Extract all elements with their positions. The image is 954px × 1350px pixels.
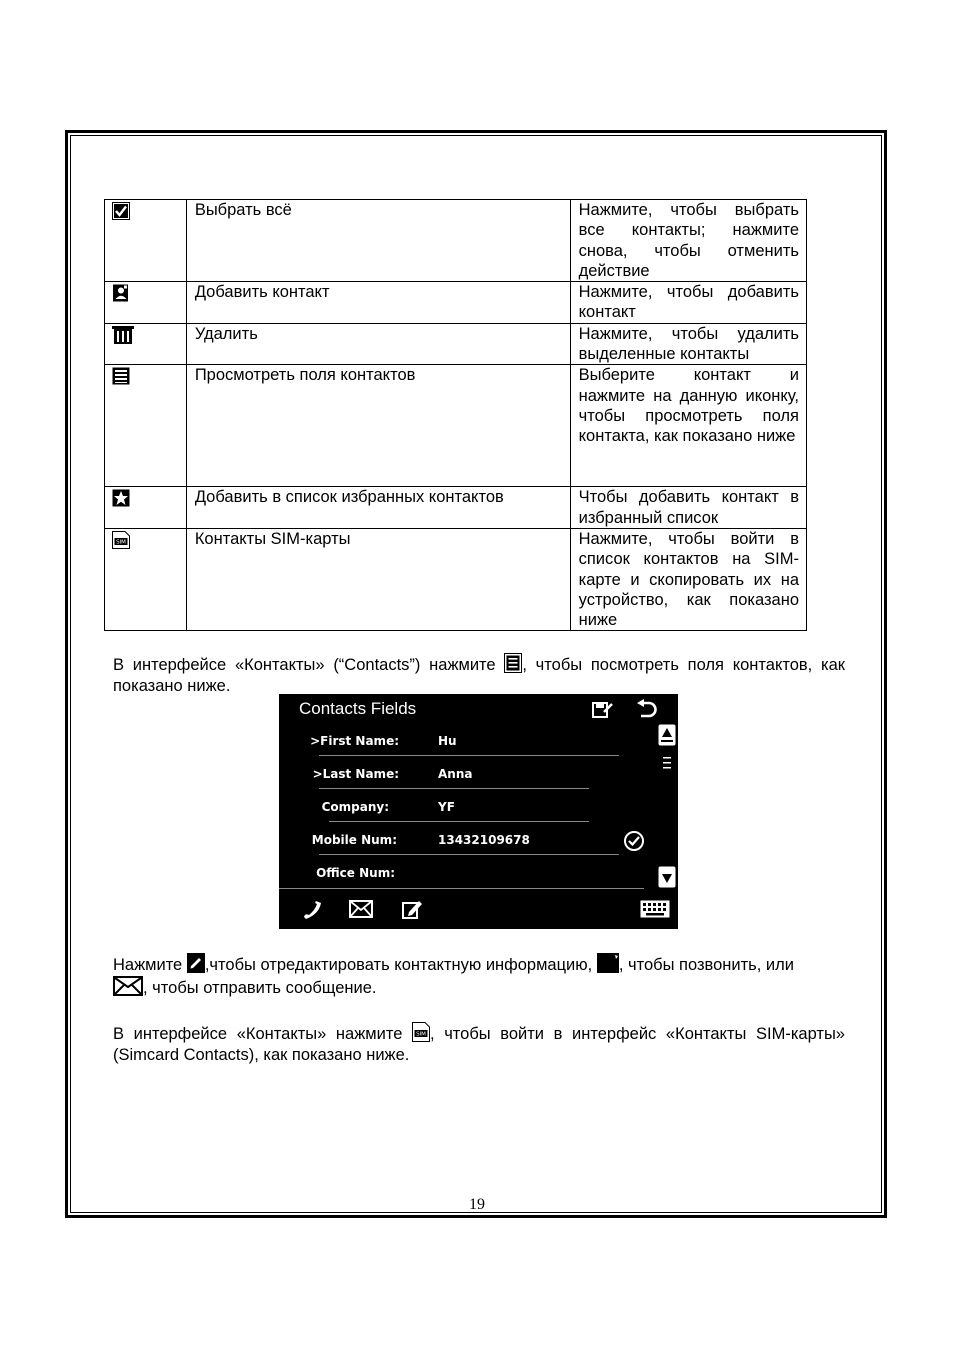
field-value[interactable]: 13432109678 — [438, 833, 530, 847]
feature-name: Просмотреть поля контактов — [186, 365, 570, 487]
table-row — [105, 323, 807, 365]
field-divider — [279, 888, 644, 889]
feature-desc: Нажмите, чтобы удалить выделенные контакты — [570, 323, 806, 365]
field-divider — [319, 854, 619, 855]
feature-desc: Нажмите, чтобы войти в список контактов на SIM-карте и скопировать их на устройство, как показано ниже — [570, 528, 806, 630]
scroll-up-icon[interactable] — [658, 724, 676, 746]
phone-icon — [597, 953, 619, 973]
field-label: >Last Name: — [312, 767, 399, 781]
contacts-fields-screenshot — [279, 694, 678, 929]
mail-icon[interactable] — [349, 900, 373, 918]
icon-cell — [105, 487, 187, 529]
icon-cell — [105, 365, 187, 487]
icon-cell — [105, 200, 187, 282]
scroll-grip-icon[interactable] — [663, 756, 671, 770]
mail-icon — [113, 976, 143, 996]
edit-icon[interactable] — [402, 898, 424, 920]
table-row — [105, 528, 807, 630]
icon-cell — [105, 323, 187, 365]
table-row — [105, 200, 807, 282]
field-divider — [319, 755, 619, 756]
add-contact-icon — [112, 284, 130, 302]
feature-name: Добавить в список избранных контактов — [186, 487, 570, 529]
scroll-down-icon[interactable] — [658, 866, 676, 888]
field-value[interactable]: YF — [438, 800, 455, 814]
check-circle-icon[interactable] — [623, 830, 645, 852]
checkbox-checked-icon — [112, 202, 130, 220]
field-label: >First Name: — [310, 734, 399, 748]
field-divider — [319, 788, 589, 789]
contact-fields-icon — [112, 367, 130, 385]
back-icon[interactable] — [636, 699, 658, 721]
table-row — [105, 365, 807, 487]
feature-name: Контакты SIM-карты — [186, 528, 570, 630]
paragraph-contacts-fields: В интерфейсе «Контакты» (“Contacts”) нажмите , чтобы посмотреть поля контактов, как показано ниже. — [113, 653, 845, 696]
table-row — [105, 487, 807, 529]
favorite-star-icon — [112, 489, 130, 507]
feature-name: Выбрать всё — [186, 200, 570, 282]
icon-cell — [105, 282, 187, 324]
feature-desc: Нажмите, чтобы добавить контакт — [570, 282, 806, 324]
sim-card-icon — [112, 531, 130, 549]
feature-name: Добавить контакт — [186, 282, 570, 324]
paragraph-sim-contacts: В интерфейсе «Контакты» нажмите SIM , чтобы войти в интерфейс «Контакты SIM-карты» (Simcard Contacts), как показано ниже. — [113, 1022, 845, 1065]
feature-desc: Выберите контакт и нажмите на данную иконку, чтобы просмотреть поля контакта, как показано ниже — [570, 365, 806, 487]
contact-fields-icon — [504, 653, 522, 673]
field-label: Office Num: — [316, 866, 395, 880]
sim-card-icon — [412, 1022, 430, 1042]
table-row — [105, 282, 807, 324]
field-label: Company: — [321, 800, 389, 814]
svg-text:SIM: SIM — [116, 539, 126, 546]
paragraph-actions: Нажмите ,чтобы отредактировать контактную информацию, , чтобы позвонить, или , чтобы отправить сообщение. — [113, 953, 845, 998]
page-number: 19 — [469, 1196, 485, 1213]
svg-text:SIM: SIM — [416, 1031, 426, 1038]
field-value[interactable]: Hu — [438, 734, 457, 748]
field-divider — [329, 821, 589, 822]
trash-icon — [112, 326, 134, 344]
feature-name: Удалить — [186, 323, 570, 365]
icon-cell — [105, 528, 187, 630]
screen-title: Contacts Fields — [299, 699, 417, 718]
feature-desc: Нажмите, чтобы выбрать все контакты; нажмите снова, чтобы отменить действие — [570, 200, 806, 282]
field-value[interactable]: Anna — [438, 767, 473, 781]
save-icon[interactable] — [592, 700, 614, 720]
phone-icon[interactable] — [301, 900, 323, 920]
features-table — [104, 199, 807, 631]
keyboard-icon[interactable] — [640, 900, 670, 918]
edit-icon — [187, 953, 205, 973]
feature-desc: Чтобы добавить контакт в избранный список — [570, 487, 806, 529]
field-label: Mobile Num: — [311, 833, 397, 847]
